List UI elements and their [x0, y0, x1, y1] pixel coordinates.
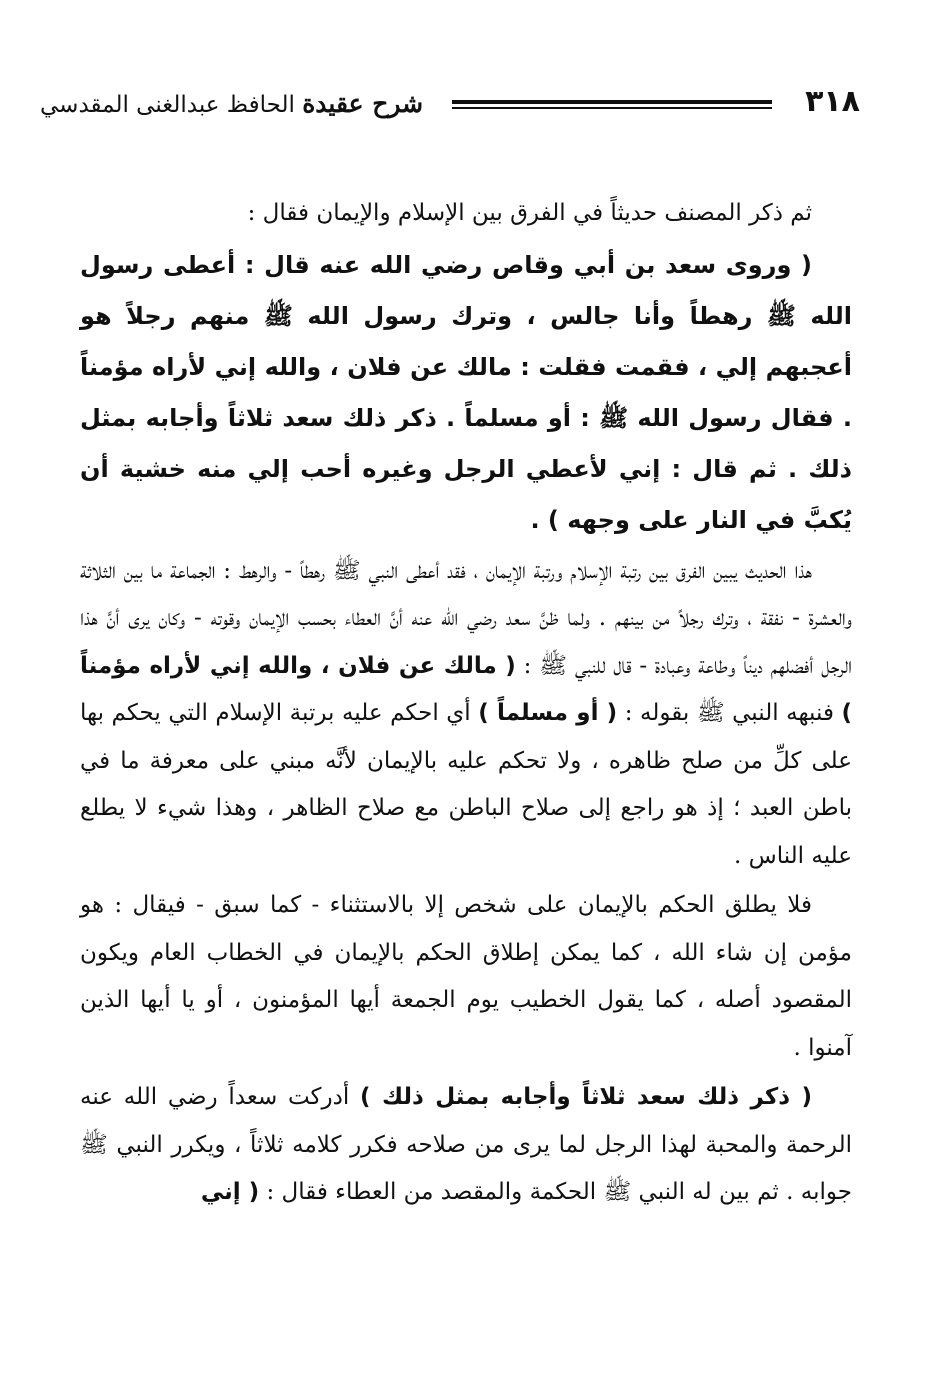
- page-number: ٣١٨: [805, 84, 860, 119]
- commentary-3-quote-a: ( ذكر ذلك سعد ثلاثاً وأجابه بمثل ذلك ): [360, 1084, 812, 1110]
- intro-paragraph: ثم ذكر المصنف حديثاً في الفرق بين الإسلام والإيمان فقال :: [247, 200, 812, 226]
- hadith-quote: ( وروى سعد بن أبي وقاص رضي الله عنه قال : أعطى رسول الله ﷺ رهطاً وأنا جالس ، وترك رسول الله ﷺ منهم رجلاً هو أعجبهم إلي ، فقمت فقلت : مالك عن فلان ، والله إني لأراه مؤمناً . فقال رسول الله ﷺ : أو مسلماً . ذكر ذلك سعد ثلاثاً وأجابه بمثل ذلك . ثم قال : إني لأعطي الرجل وغيره أحب إلي منه خشية أن يُكبَّ في النار على وجهه ) .: [80, 250, 852, 534]
- commentary-paragraph-1: [80, 548, 852, 881]
- running-title-rest: الحافظ عبدالغنى المقدسي: [40, 92, 303, 118]
- commentary-1-text-c: أي احكم عليه برتبة الإسلام التي يحكم بها على كلِّ من صلح ظاهره ، ولا تحكم عليه بالإيمان لأنَّه مبني على معرفة ما في باطن العبد ؛ إذ هو راجع إلى صلاح الباطن مع صلاح الظاهر ، وهذا شيء لا يطلع عليه الناس .: [80, 700, 852, 869]
- commentary-3-text-a: أدركت سعداً رضي الله عنه الرحمة والمحبة لهذا الرجل لما يرى من صلاحه فكرر كلامه ثلاثاً ، ويكرر النبي ﷺ جوابه . ثم بين له النبي ﷺ الحكمة والمقصد من العطاء فقال :: [80, 1084, 852, 1205]
- header-rule-thick: [452, 100, 772, 104]
- commentary-1-quote-a: ( مالك عن فلان ، والله إني لأراه مؤمناً ): [80, 652, 852, 726]
- page-body: [80, 190, 852, 1217]
- commentary-3-quote-b: ( إني: [200, 1179, 260, 1205]
- commentary-1-quote-b: ( أو مسلماً ): [478, 700, 618, 726]
- running-title: [40, 84, 440, 125]
- page-header: [40, 74, 860, 134]
- header-rule-thin: [452, 107, 772, 109]
- running-title-bold: شرح عقيدة: [302, 89, 424, 118]
- commentary-paragraph-2: فلا يطلق الحكم بالإيمان على شخص إلا بالاستثناء - كما سبق - فيقال : هو مؤمن إن شاء الله ، كما يمكن إطلاق الحكم بالإيمان في الخطاب العام ويكون المقصود أصله ، كما يقول الخطيب يوم الجمعة أيها المؤمنون ، أو يا أيها الذين آمنوا .: [80, 892, 852, 1061]
- commentary-paragraph-3: [80, 1074, 852, 1217]
- commentary-1-text-b: فنبهه النبي ﷺ بقوله :: [617, 700, 842, 726]
- commentary-1-text-a: هذا الحديث يبين الفرق بين رتبة الإسلام ورتبة الإيمان ، فقد أعطى النبي ﷺ رهطاً - والرهط : الجماعة ما بين الثلاثة والعشرة - نفقة ، وترك رجلاً من بينهم . ولما ظنَّ سعد رضي الله عنه أنَّ العطاء بحسب الإيمان وقوته - وكان يرى أنَّ هذا الرجل أفضلهم ديناً وطاعة وعبادة - قال للنبي ﷺ :: [80, 557, 853, 679]
